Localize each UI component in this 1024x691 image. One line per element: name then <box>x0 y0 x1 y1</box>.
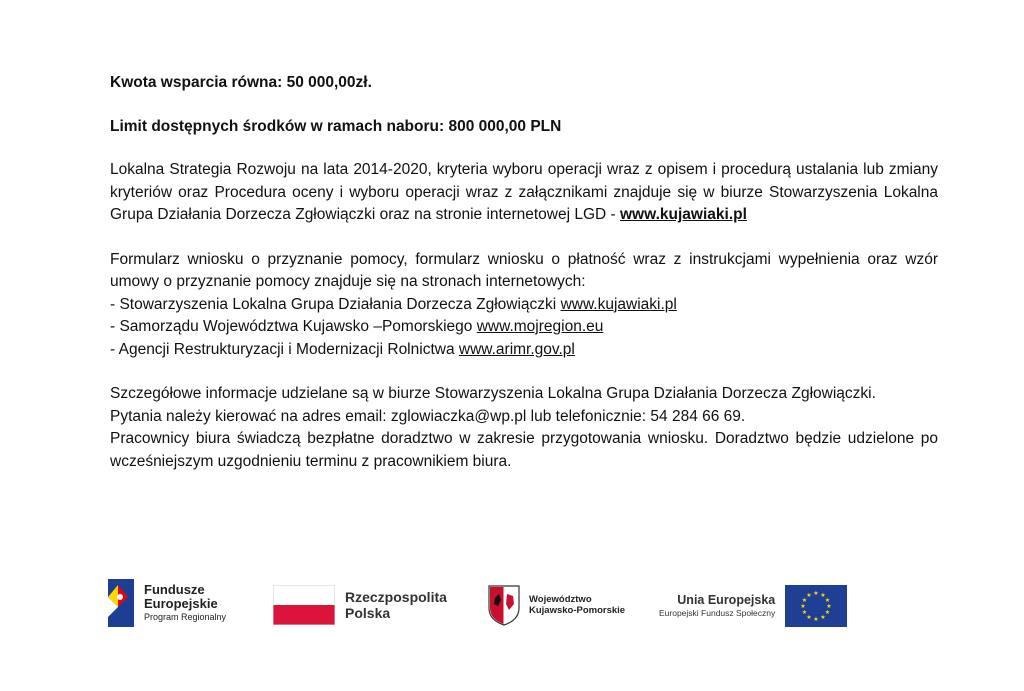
fundusze-europejskie-logo <box>106 577 226 629</box>
fundusze-line1: Fundusze <box>144 582 205 597</box>
document-body <box>110 72 938 473</box>
svg-text:★: ★ <box>825 597 831 604</box>
forms-item-label: - Stowarzyszenia Lokalna Grupa Działania Dorzecza Zgłowiączki <box>110 295 561 313</box>
wojewodztwo-line1: Województwo <box>529 594 592 605</box>
fundusze-line3: Program Regionalny <box>144 612 227 622</box>
forms-intro: Formularz wniosku o przyznanie pomocy, formularz wniosku o płatność wraz z instrukcjami wypełnienia oraz wzór umowy o przyznanie pomocy znajduje się na stronach internetowych: <box>110 250 938 290</box>
lsr-text: Lokalna Strategia Rozwoju na lata 2014-2020, kryteria wyboru operacji wraz z opisem i procedurą ustalania lub zmiany kryteriów oraz Procedura oceny i wyboru operacji wraz z załącznikami znajduje się w biurze Stowarzyszenia Lokalna Grupa Działania Dorzecza Zgłowiączki oraz na stronie internetowej LGD - <box>110 161 938 223</box>
funds-limit: Limit dostępnych środków w ramach naboru: 800 000,00 PLN <box>110 117 562 135</box>
svg-text:★: ★ <box>802 597 808 604</box>
forms-item <box>110 316 938 339</box>
forms-item-label: - Agencji Restrukturyzacji i Modernizacji Rolnictwa <box>110 340 459 358</box>
svg-text:★: ★ <box>826 603 832 610</box>
svg-text:★: ★ <box>813 590 819 597</box>
svg-text:★: ★ <box>802 609 808 616</box>
rzeczpospolita-logo <box>273 585 447 625</box>
polish-flag-icon <box>273 585 335 625</box>
lsr-paragraph <box>110 159 938 227</box>
forms-item-link[interactable]: www.mojregion.eu <box>476 318 604 335</box>
unia-europejska-logo <box>659 585 847 627</box>
svg-text:★: ★ <box>820 592 826 599</box>
fundusze-europejskie-icon <box>106 577 136 629</box>
lsr-link[interactable]: www.kujawiaki.pl <box>620 206 747 223</box>
info-office: Szczegółowe informacje udzielane są w biurze Stowarzyszenia Lokalna Grupa Działania Dorzecza Zgłowiączki. <box>110 385 876 402</box>
rzeczpospolita-line2: Polska <box>345 605 391 621</box>
logo-bar <box>0 572 1024 642</box>
forms-item <box>110 294 938 317</box>
svg-text:★: ★ <box>800 603 806 610</box>
svg-text:★: ★ <box>825 609 831 616</box>
info-advice: Pracownicy biura świadczą bezpłatne doradztwo w zakresie przygotowania wniosku. Doradztwo będzie udzielone po wcześniejszym uzgodnieniu terminu z pracownikiem biura. <box>110 430 938 470</box>
support-amount: Kwota wsparcia równa: 50 000,00zł. <box>110 74 372 91</box>
forms-item-label: - Samorządu Województwa Kujawsko –Pomorskiego <box>110 318 477 335</box>
eu-flag-icon <box>785 585 847 627</box>
fundusze-line2: Europejskie <box>144 596 218 611</box>
coat-of-arms-icon <box>487 584 521 626</box>
svg-text:★: ★ <box>806 592 812 599</box>
svg-text:★: ★ <box>806 614 812 621</box>
wojewodztwo-line2: Kujawsko-Pomorskie <box>529 605 626 616</box>
forms-item <box>110 339 938 362</box>
rzeczpospolita-line1: Rzeczpospolita <box>345 589 447 605</box>
forms-item-link[interactable]: www.arimr.gov.pl <box>458 340 575 358</box>
info-contact: Pytania należy kierować na adres email: zglowiaczka@wp.pl lub telefonicznie: 54 284 66 69. <box>110 407 746 425</box>
svg-text:★: ★ <box>820 614 826 621</box>
wojewodztwo-logo <box>487 584 625 626</box>
unia-line1: Unia Europejska <box>677 593 776 607</box>
unia-line2: Europejski Fundusz Społeczny <box>659 608 776 618</box>
forms-item-link[interactable]: www.kujawiaki.pl <box>560 295 677 313</box>
svg-text:★: ★ <box>813 616 819 623</box>
